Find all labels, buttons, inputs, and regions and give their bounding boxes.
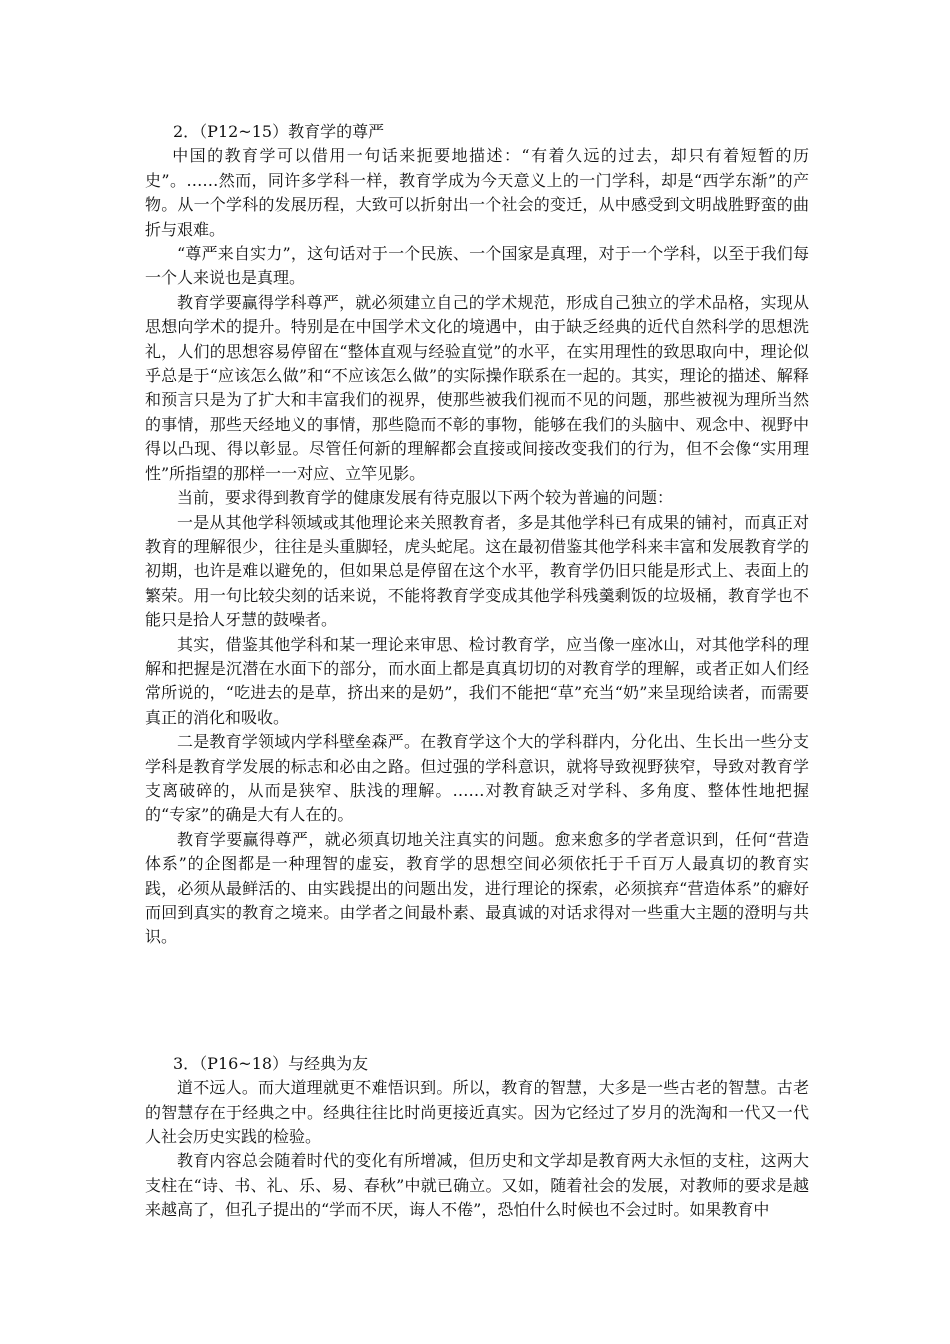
section-heading: 3．（P16~18）与经典为友 bbox=[173, 1053, 369, 1073]
paragraph: 其实，借鉴其他学科和某一理论来审思、检讨教育学，应当像一座冰山，对其他学科的理解和把握是沉潜在水面下的部分，而水面上都是真真切切的对教育学的理解，或者正如人们经常所说的，“吃进去的是草，挤出来的是奶”，我们不能把“草”充当“奶”来呈现给读者，而需要真正的消化和吸收。 bbox=[145, 634, 809, 727]
paragraph: 中国的教育学可以借用一句话来扼要地描述：“有着久远的过去，却只有着短暂的历史”。……然而，同许多学科一样，教育学成为今天意义上的一门学科，却是“西学东渐”的产物。从一个学科的发展历程，大致可以折射出一个社会的变迁，从中感受到文明战胜野蛮的曲折与艰难。 bbox=[145, 146, 809, 239]
paragraph: 教育学要赢得学科尊严，就必须建立自己的学术规范，形成自己独立的学术品格，实现从思想向学术的提升。特别是在中国学术文化的境遇中，由于缺乏经典的近代自然科学的思想洗礼，人们的思想容易停留在“整体直观与经验直觉”的水平，在实用理性的致思取向中，理论似乎总是于“应该怎么做”和“不应该怎么做”的实际操作联系在一起的。其实，理论的描述、解释和预言只是为了扩大和丰富我们的视界，使那些被我们视而不见的问题，那些被视为理所当然的事情，那些天经地义的事情，那些隐而不彰的事物，能够在我们的头脑中、观念中、视野中得以凸现、得以彰显。尽管任何新的理解都会直接或间接改变我们的行为，但不会像“实用理性”所指望的那样一一对应、立竿见影。 bbox=[145, 292, 809, 483]
section-body bbox=[145, 144, 809, 949]
paragraph: 二是教育学领域内学科壁垒森严。在教育学这个大的学科群内，分化出、生长出一些分支学科是教育学发展的标志和必由之路。但过强的学科意识，就将导致视野狭窄，导致对教育学支离破碎的，从而是狭窄、肤浅的理解。……对教育缺乏对学科、多角度、整体性地把握的“专家”的确是大有人在的。 bbox=[145, 732, 809, 825]
paragraph: 教育学要赢得尊严，就必须真切地关注真实的问题。愈来愈多的学者意识到，任何“营造体系”的企图都是一种理智的虚妄，教育学的思想空间必须依托于千百万人最真切的教育实践，必须从最鲜活的、由实践提出的问题出发，进行理论的探索，必须摈弃“营造体系”的癖好而回到真实的教育之境来。由学者之间最朴素、最真诚的对话求得对一些重大主题的澄明与共识。 bbox=[145, 829, 809, 947]
paragraph: “尊严来自实力”，这句话对于一个民族、一个国家是真理，对于一个学科，以至于我们每一个人来说也是真理。 bbox=[145, 244, 809, 288]
section-gap bbox=[145, 950, 809, 1052]
section-3 bbox=[145, 1052, 809, 1223]
section-2 bbox=[145, 120, 809, 950]
paragraph: 一是从其他学科领域或其他理论来关照教育者，多是其他学科已有成果的铺衬，而真正对教育的理解很少，往往是头重脚轻，虎头蛇尾。这在最初借鉴其他学科来丰富和发展教育学的初期，也许是难以避免的，但如果总是停留在这个水平，教育学仍旧只能是形式上、表面上的繁荣。用一句比较尖刻的话来说，不能将教育学变成其他学科残羹剩饭的垃圾桶，教育学也不能只是拾人牙慧的鼓噪者。 bbox=[145, 512, 809, 630]
section-heading: 2．（P12~15）教育学的尊严 bbox=[173, 122, 385, 141]
paragraph: 当前，要求得到教育学的健康发展有待克服以下两个较为普遍的问题： bbox=[177, 488, 674, 508]
paragraph: 道不远人。而大道理就更不难悟识到。所以，教育的智慧，大多是一些古老的智慧。古老的智慧存在于经典之中。经典往往比时尚更接近真实。因为它经过了岁月的洗淘和一代又一代人社会历史实践的检验。 bbox=[145, 1078, 809, 1147]
document-page bbox=[145, 120, 809, 1223]
paragraph: 教育内容总会随着时代的变化有所增减，但历史和文学却是教育两大永恒的支柱，这两大支柱在“诗、书、礼、乐、易、春秋”中就已确立。又如，随着社会的发展，对教师的要求是越来越高了，但孔子提出的“学而不厌，诲人不倦”，恐怕什么时候也不会过时。如果教育中 bbox=[145, 1151, 809, 1220]
